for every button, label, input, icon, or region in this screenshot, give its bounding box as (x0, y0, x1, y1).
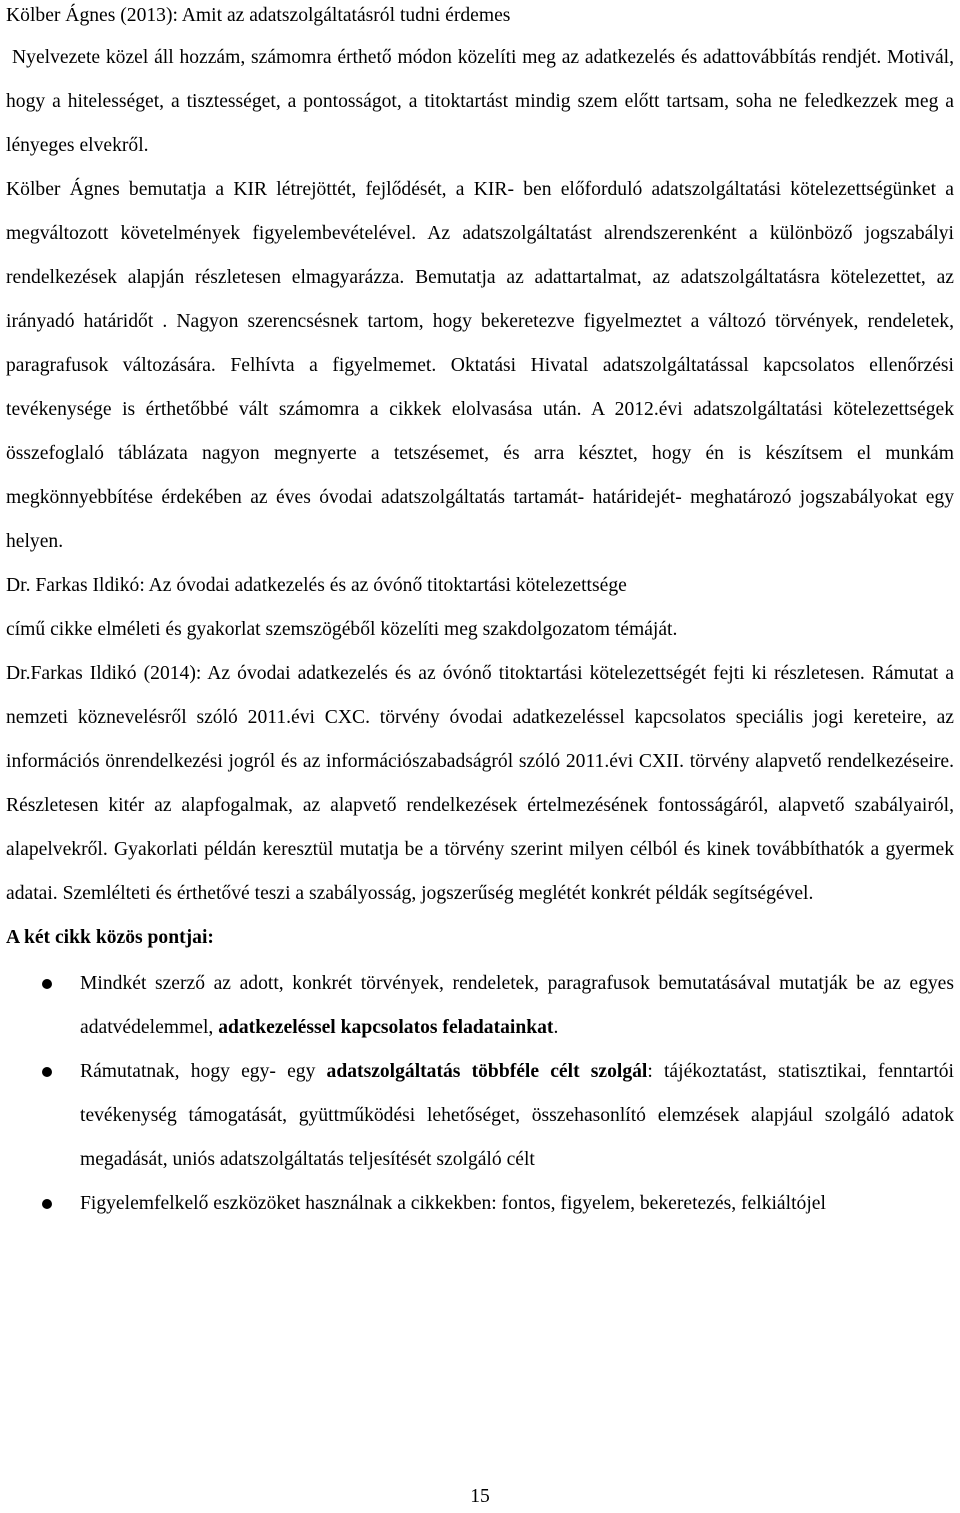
paragraph-1: Nyelvezete közel áll hozzám, számomra érthető módon közelíti meg az adatkezelés és adattovábbítás rendjét. Motivál, hogy a hitelességet, a tisztességet, a pontosságot, a titoktartást mindig szem előtt tartsam, soha ne feledkezzek meg a lényeges elvekről. (6, 47, 954, 156)
paragraph-2: Kölber Ágnes bemutatja a KIR létrejöttét, fejlődését, a KIR- ben előforduló adatszolgáltatási kötelezettségünket a megváltozott követelmények figyelembevételével. Az adatszolgáltatást alrendszerenként a különböző jogszabályi rendelkezések alapján részletesen elmagyarázza. Bemutatja az adattartalmat, az adatszolgáltatásra kötelezettet, az irányadó határidőt . Nagyon szerencsésnek tartom, hogy bekeretezve figyelmeztet a változó törvények, rendeletek, paragrafusok változására. Felhívta a figyelmemet. Oktatási Hivatal adatszolgáltatással kapcsolatos ellenőrzési tevékenysége is érthetőbbé vált számomra a cikkek elolvasása után. A 2012.évi adatszolgáltatási kötelezettségek összefoglaló táblázata nagyon megnyerte a tetszésemet, és arra késztet, hogy én is készítsem el munkám megkönnyebbítése érdekében az éves óvodai adatszolgáltatás tartamát- határidejét- meghatározó jogszabályokat egy helyen. (6, 179, 954, 552)
list-item-bold: adatszolgáltatás többféle célt szolgál (326, 1061, 648, 1082)
list-item-text: Rámutatnak, hogy egy- egy (80, 1061, 327, 1082)
list-item-tail: : tájékoztatást, statisztikai, fenntartói tevékenység támogatását, gyüttműködési lehetőséget, összehasonlító elemzések alapjául szolgáló adatok megadását, uniós adatszolgáltatás teljesítését szolgáló célt (80, 1061, 954, 1170)
paragraph-3-line-2: című cikke elméleti és gyakorlat szemszögéből közelíti meg szakdolgozatom témáját. (6, 619, 678, 640)
paragraph-4: Dr.Farkas Ildikó (2014): Az óvodai adatkezelés és az óvónő titoktartási kötelezettségét fejti ki részletesen. Rámutat a nemzeti köznevelésről szóló 2011.évi CXC. törvény óvodai adatkezeléssel kapcsolatos speciális jogi kereteire, az információs önrendelkezési jogról és az információszabadságról szóló 2011.évi CXII. törvény alapvető rendelkezéseire. Részletesen kitér az alapfogalmak, az alapvető rendelkezések értelmezésének fontosságáról, alapvető szabályairól, alapelvekről. Gyakorlati példán keresztül mutatja be a törvény szerint milyen célból és kinek továbbíthatók a gyermek adatai. Szemlélteti és érthetővé teszi a szabályosság, jogszerűség meglétét konkrét példák segítségével. (6, 663, 954, 904)
list-item (6, 962, 954, 1050)
list-item-tail: . (553, 1017, 559, 1038)
bullet-icon (42, 1199, 52, 1209)
paragraph-3-line-1: Dr. Farkas Ildikó: Az óvodai adatkezelés és az óvónő titoktartási kötelezettsége (6, 575, 627, 596)
list-item-text: Figyelemfelkelő eszközöket használnak a cikkekben: fontos, figyelem, bekeretezés, felkiáltójel (80, 1193, 826, 1214)
section-heading: A két cikk közös pontjai: (6, 927, 214, 948)
list-item-bold: adatkezeléssel kapcsolatos feladatainkat (218, 1017, 554, 1038)
list-item-text: Mindkét szerző az adott, konkrét törvények, rendeletek, paragrafusok bemutatásával mutatják be az egyes adatvédelemmel, (80, 973, 954, 1038)
bullet-icon (42, 1067, 52, 1077)
document-page (6, 0, 954, 1226)
common-points-list (6, 962, 954, 1226)
bullet-icon (42, 979, 52, 989)
article-citation-title: Kölber Ágnes (2013): Amit az adatszolgáltatásról tudni érdemes (6, 5, 511, 26)
list-item (6, 1182, 954, 1226)
list-item (6, 1050, 954, 1182)
page-number: 15 (470, 1486, 490, 1507)
